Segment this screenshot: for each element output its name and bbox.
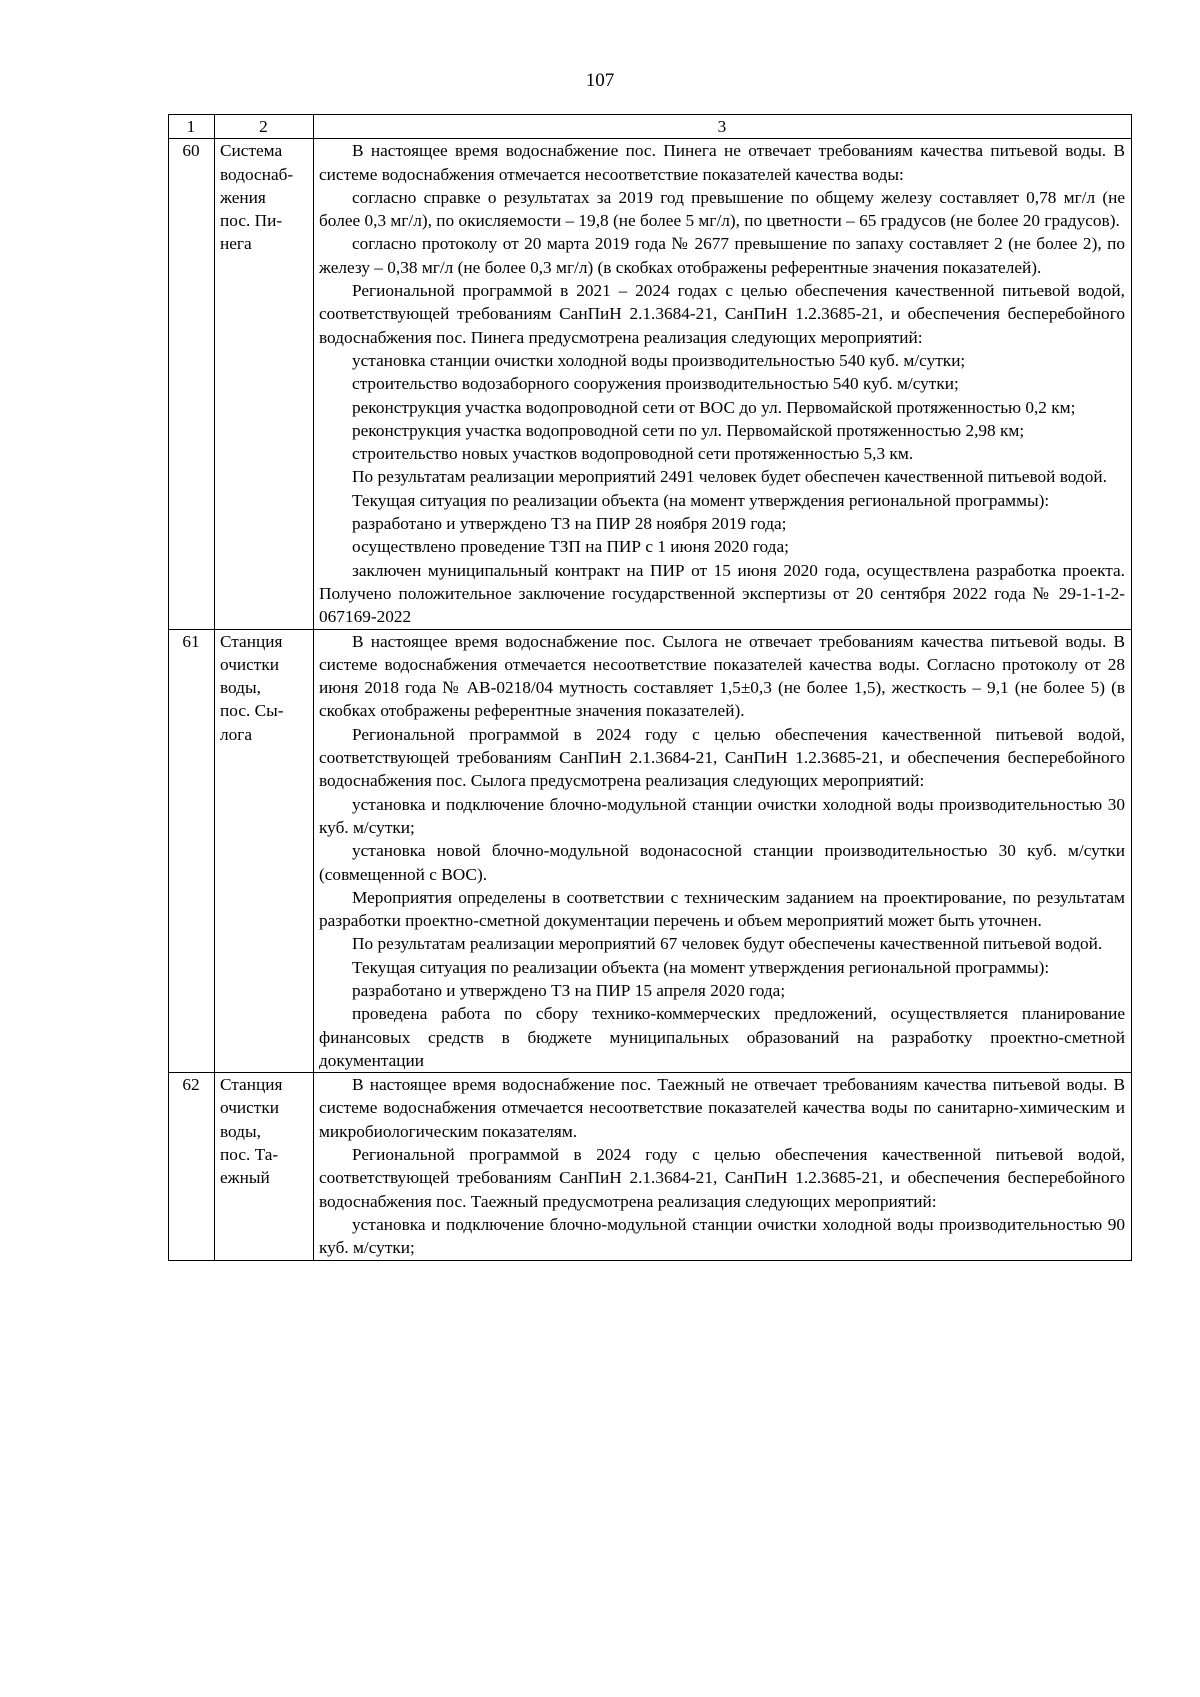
object-name-line: очистки <box>220 654 279 674</box>
table-header-row <box>169 115 1132 139</box>
paragraph: Региональной программой в 2024 году с целью обеспечения качественной питьевой водой, соответствующей требованиям СанПиН 2.1.3684-21, СанПиН 1.2.3685-21, и обеспечения бесперебойного водоснабжения пос. Таежный предусмотрена реализация следующих мероприятий: <box>319 1145 1125 1211</box>
paragraph: По результатам реализации мероприятий 2491 человек будет обеспечен качественной питьевой водой. <box>352 467 1107 487</box>
paragraph: осуществлено проведение ТЗП на ПИР с 1 июня 2020 года; <box>352 537 789 557</box>
paragraph: согласно справке о результатах за 2019 год превышение по общему железу составляет 0,78 мг/л (не более 0,3 мг/л), по окисляемости – 19,8 (не более 5 мг/л), по цветности – 65 градусов (не более 20 градусов). <box>319 187 1125 231</box>
object-name-line: пос. Сы- <box>220 701 284 721</box>
paragraph: строительство новых участков водопроводной сети протяженностью 5,3 км. <box>352 444 914 464</box>
object-name-line: воды, <box>220 678 261 698</box>
paragraph: разработано и утверждено ТЗ на ПИР 28 ноября 2019 года; <box>352 514 787 534</box>
object-name-line: воды, <box>220 1121 261 1141</box>
paragraph: Региональной программой в 2024 году с целью обеспечения качественной питьевой водой, соответствующей требованиям СанПиН 2.1.3684-21, СанПиН 1.2.3685-21, и обеспечения бесперебойного водоснабжения пос. Сылога предусмотрена реализация следующих мероприятий: <box>319 724 1125 791</box>
paragraph: разработано и утверждено ТЗ на ПИР 15 апреля 2020 года; <box>352 980 786 1000</box>
object-name-line: Станция <box>220 631 283 651</box>
table-row <box>169 1073 1132 1260</box>
header-col-2: 2 <box>215 115 314 139</box>
row-number: 60 <box>169 139 215 629</box>
object-name-line: ежный <box>220 1168 270 1188</box>
page-number: 107 <box>585 70 615 91</box>
object-name-line: Станция <box>220 1075 283 1095</box>
paragraph: Текущая ситуация по реализации объекта (на момент утверждения региональной программы): <box>352 957 1050 977</box>
row-number: 61 <box>169 629 215 1073</box>
paragraph: согласно протоколу от 20 марта 2019 года № 2677 превышение по запаху составляет 2 (не более 2), по железу – 0,38 мг/л (не более 0,3 мг/л) (в скобках отображены референтные значения показателей). <box>319 234 1125 277</box>
paragraph: установка и подключение блочно-модульной станции очистки холодной воды производительностью 90 куб. м/сутки; <box>319 1214 1125 1258</box>
paragraph: установка и подключение блочно-модульной станции очистки холодной воды производительностью 30 куб. м/сутки; <box>319 794 1125 837</box>
table-row <box>169 139 1132 629</box>
object-description <box>314 139 1132 629</box>
paragraph: В настоящее время водоснабжение пос. Пинега не отвечает требованиям качества питьевой воды. В системе водоснабжения отмечается несоответствие показателей качества воды: <box>319 141 1125 184</box>
paragraph: Региональной программой в 2021 – 2024 годах с целью обеспечения качественной питьевой водой, соответствующей требованиям СанПиН 2.1.3684-21, СанПиН 1.2.3685-21, и обеспечения бесперебойного водоснабжения пос. Пинега предусмотрена реализация следующих мероприятий: <box>319 281 1125 347</box>
object-name-line: лога <box>220 724 253 744</box>
object-name-line: пос. Пи- <box>220 211 283 231</box>
paragraph: реконструкция участка водопроводной сети от ВОС до ул. Первомайской протяженностью 0,2 км; <box>352 397 1076 417</box>
paragraph: По результатам реализации мероприятий 67 человек будут обеспечены качественной питьевой водой. <box>352 934 1103 954</box>
object-name <box>215 139 314 629</box>
paragraph: В настоящее время водоснабжение пос. Таежный не отвечает требованиям качества питьевой воды. В системе водоснабжения отмечается несоответствие показателей качества воды по санитарно-химическим и микробиологическим показателям. <box>319 1075 1125 1141</box>
paragraph: установка станции очистки холодной воды производительностью 540 куб. м/сутки; <box>352 350 966 370</box>
paragraph: реконструкция участка водопроводной сети по ул. Первомайской протяженностью 2,98 км; <box>352 420 1025 440</box>
object-name-line: водоснаб- <box>220 164 294 184</box>
paragraph: установка новой блочно-модульной водонасосной станции производительностью 30 куб. м/сутки (совмещенной с ВОС). <box>319 841 1125 884</box>
paragraph: Текущая ситуация по реализации объекта (на момент утверждения региональной программы): <box>352 490 1050 510</box>
paragraph: заключен муниципальный контракт на ПИР от 15 июня 2020 года, осуществлена разработка проекта. Получено положительное заключение государственной экспертизы от 20 сентября 2022 года № 29-1-1-2-067169-2022 <box>319 560 1125 627</box>
paragraph: Мероприятия определены в соответствии с техническим заданием на проектирование, по результатам разработки проектно-сметной документации перечень и объем мероприятий может быть уточнен. <box>319 887 1125 931</box>
paragraph: проведена работа по сбору технико-коммерческих предложений, осуществляется планирование финансовых средств в бюджете муниципальных образований на разработку проектно-сметной документации <box>319 1004 1125 1070</box>
header-col-1: 1 <box>169 115 215 139</box>
object-description <box>314 1073 1132 1260</box>
object-name-line: Система <box>220 141 283 161</box>
measures-table <box>168 114 1132 1261</box>
object-name-line: нега <box>220 234 252 254</box>
row-number: 62 <box>169 1073 215 1260</box>
object-name-line: очистки <box>220 1098 279 1118</box>
table-row <box>169 629 1132 1073</box>
object-description <box>314 629 1132 1073</box>
paragraph: строительство водозаборного сооружения производительностью 540 куб. м/сутки; <box>352 374 959 394</box>
object-name <box>215 629 314 1073</box>
paragraph: В настоящее время водоснабжение пос. Сылога не отвечает требованиям качества питьевой воды. В системе водоснабжения отмечается несоответствие показателей качества воды. Согласно протоколу от 28 июня 2018 года № АВ-0218/04 мутность составляет 1,5±0,3 (не более 1,5), жесткость – 9,1 (не более 5) (в скобках отображены референтные значения показателей). <box>319 631 1125 721</box>
header-col-3: 3 <box>314 115 1132 139</box>
object-name-line: жения <box>220 187 266 207</box>
object-name <box>215 1073 314 1260</box>
object-name-line: пос. Та- <box>220 1145 279 1165</box>
